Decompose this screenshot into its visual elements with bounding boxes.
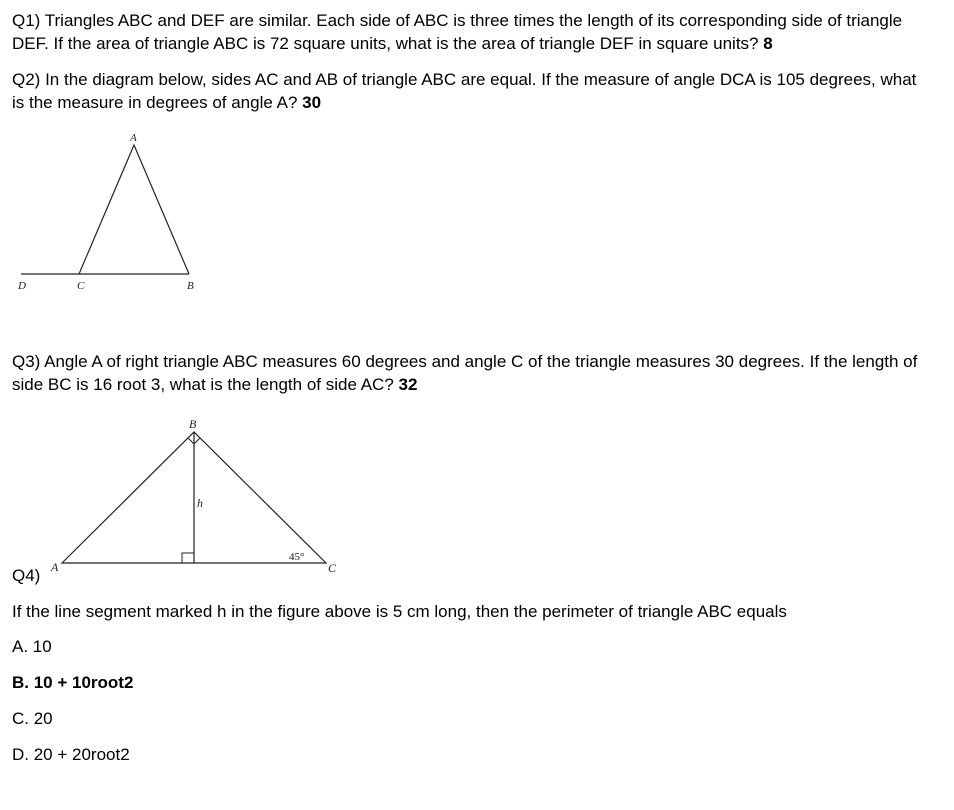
question-1-answer: 8 xyxy=(763,34,773,53)
option-a[interactable]: A. 10 xyxy=(12,637,52,656)
question-4-label: Q4) xyxy=(12,566,41,585)
question-3 xyxy=(12,350,932,396)
question-3-text: Angle A of right triangle ABC measures 60 degrees and angle C of the triangle measures 30 degrees. If the length of side BC is 16 root 3, what is the length of side AC? xyxy=(12,352,918,394)
vertex-label-b: B xyxy=(189,417,197,431)
question-2-label: Q2) xyxy=(12,70,41,89)
triangle-abc xyxy=(79,145,189,274)
option-d[interactable]: D. 20 + 20root2 xyxy=(12,745,130,764)
vertex-label-c: C xyxy=(328,561,337,575)
vertex-label-d: D xyxy=(18,280,26,292)
question-2 xyxy=(12,68,932,114)
vertex-label-c: C xyxy=(77,280,85,292)
question-2-answer: 30 xyxy=(302,93,322,112)
option-c[interactable]: C. 20 xyxy=(12,709,53,728)
option-b[interactable]: B. 10 + 10root2 xyxy=(12,673,134,692)
question-1-text: Triangles ABC and DEF are similar. Each side of ABC is three times the length of its corresponding side of triangle DEF. If the area of triangle ABC is 72 square units, what is the area of triangle DEF in square units? xyxy=(12,11,903,53)
question-1-label: Q1) xyxy=(12,11,41,30)
q4-right-triangle-diagram xyxy=(0,410,360,585)
question-3-answer: 32 xyxy=(398,375,418,394)
question-2-text: In the diagram below, sides AC and AB of triangle ABC are equal. If the measure of angle DCA is 105 degrees, what is the measure in degrees of angle A? xyxy=(12,70,917,112)
segment-label-h: h xyxy=(197,496,203,510)
question-3-label: Q3) xyxy=(12,352,41,371)
vertex-label-a: A xyxy=(51,560,59,574)
question-1 xyxy=(12,9,932,55)
q2-triangle-diagram xyxy=(0,125,220,295)
question-4-text: If the line segment marked h in the figure above is 5 cm long, then the perimeter of triangle ABC equals xyxy=(12,602,787,621)
right-angle-marker-base xyxy=(182,553,194,563)
vertex-label-a: A xyxy=(130,132,137,144)
vertex-label-b: B xyxy=(187,280,194,292)
angle-label-45: 45° xyxy=(289,551,305,563)
